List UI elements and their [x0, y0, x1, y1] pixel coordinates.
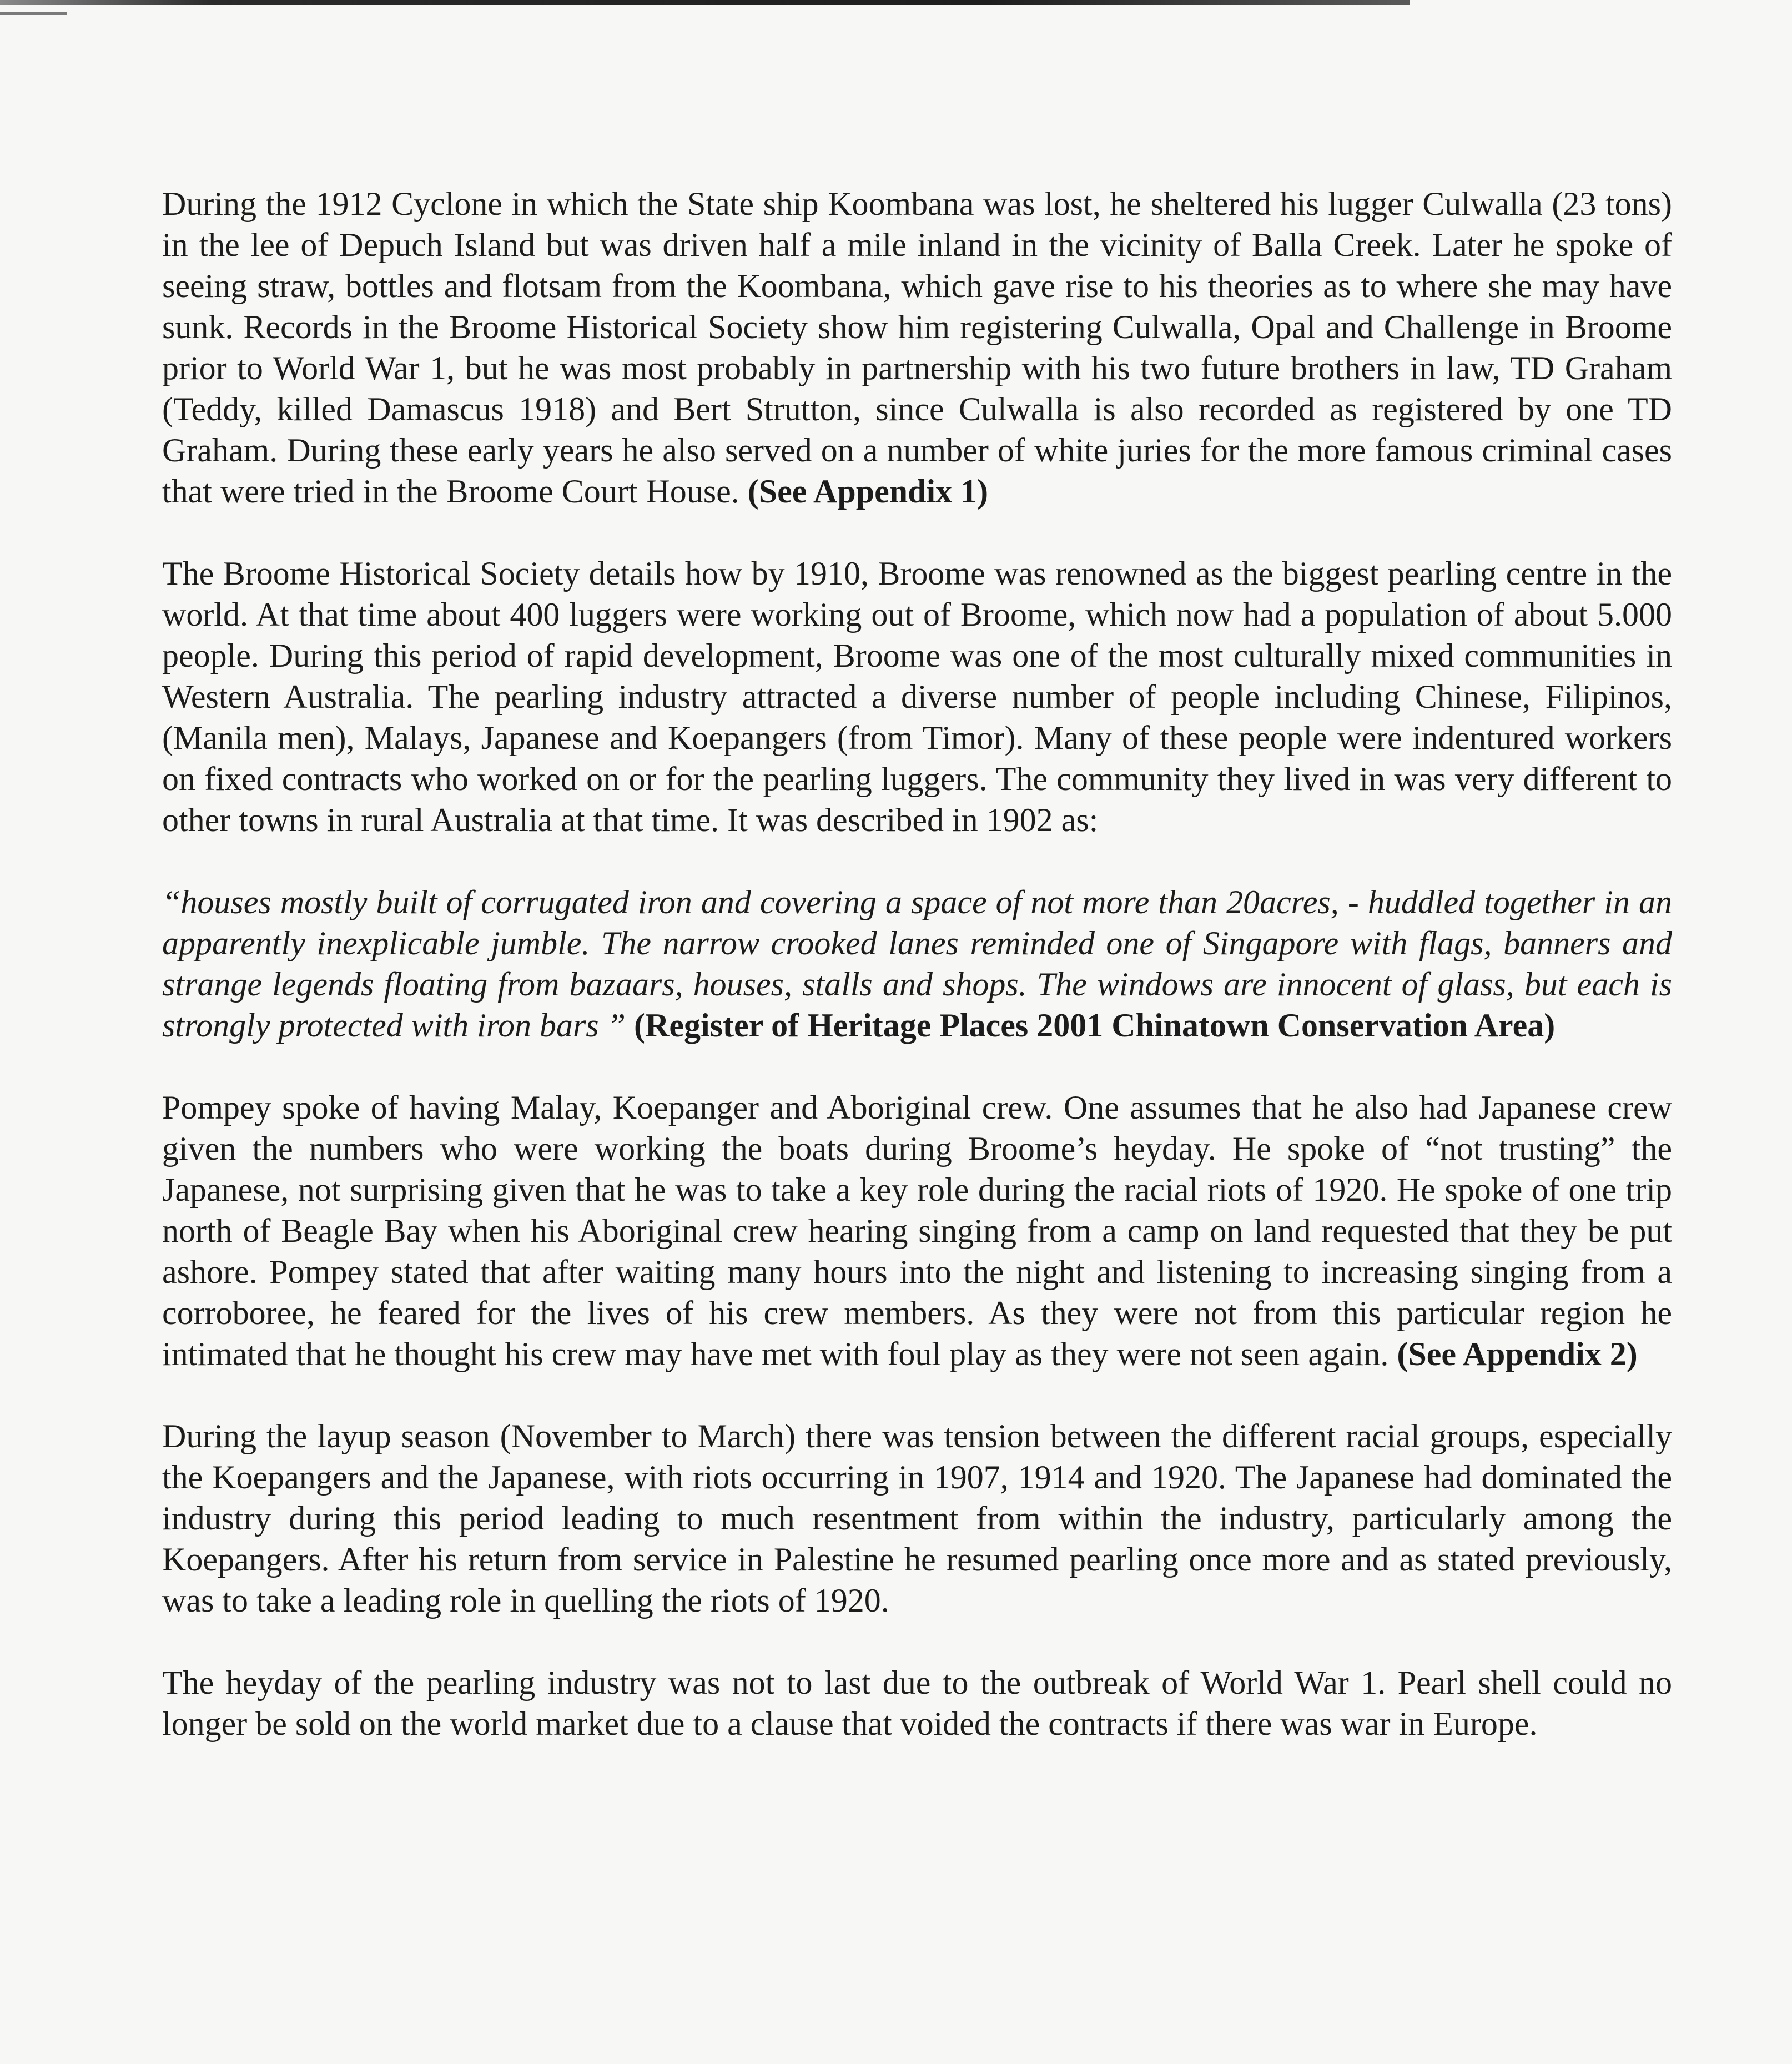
paragraph-text: Pompey spoke of having Malay, Koepanger and Aboriginal crew. One assumes that he also had Japanese crew given the numbers who were working the boats during Broome’s heyday. He spoke of “not trusting” the Japanese, not surprising given that he was to take a key role during the racial riots of 1920. He spoke of one trip north of Beagle Bay when his Aboriginal crew hearing singing from a camp on land requested that they be put ashore. Pompey stated that after waiting many hours into the night and listening to increasing singing from a corroboree, he feared for the lives of his crew members. As they were not from this particular region he intimated that he thought his crew may have met with foul play as they were not seen again.	[162, 1089, 1672, 1372]
quotation-source: (Register of Heritage Places 2001 Chinatown Conservation Area)	[634, 1007, 1556, 1044]
quotation-text: “houses mostly built of corrugated iron and covering a space of not more than 20acres, - huddled together in an apparently inexplicable jumble. The narrow crooked lanes reminded one of Singapore with flags, banners and strange legends floating from bazaars, houses, stalls and shops. The windows are innocent of glass, but each is strongly protected with iron bars ”	[162, 884, 1672, 1044]
scan-edge-mark	[0, 12, 67, 15]
heritage-quotation	[162, 882, 1672, 1046]
paragraph-layup-season	[162, 1416, 1672, 1621]
paragraph-pompey-crew	[162, 1087, 1672, 1375]
paragraph-text: The heyday of the pearling industry was not to last due to the outbreak of World War 1. Pearl shell could no longer be sold on the world market due to a clause that voided the contracts if there was war in Europe.	[162, 1664, 1672, 1742]
appendix-reference-2: (See Appendix 2)	[1397, 1336, 1638, 1372]
paragraph-broome-history	[162, 553, 1672, 840]
paragraph-text: During the layup season (November to March) there was tension between the different racial groups, especially the Koepangers and the Japanese, with riots occurring in 1907, 1914 and 1920. The Japanese had dominated the industry during this period leading to much resentment from within the industry, particularly among the Koepangers. After his return from service in Palestine he resumed pearling once more and as stated previously, was to take a leading role in quelling the riots of 1920.	[162, 1418, 1672, 1619]
document-page	[162, 183, 1672, 1744]
paragraph-text: During the 1912 Cyclone in which the State ship Koombana was lost, he sheltered his lugger Culwalla (23 tons) in the lee of Depuch Island but was driven half a mile inland in the vicinity of Balla Creek. Later he spoke of seeing straw, bottles and flotsam from the Koombana, which gave rise to his theories as to where she may have sunk. Records in the Broome Historical Society show him registering Culwalla, Opal and Challenge in Broome prior to World War 1, but he was most probably in partnership with his two future brothers in law, TD Graham (Teddy, killed Damascus 1918) and Bert Strutton, since Culwalla is also recorded as registered by one TD Graham. During these early years he also served on a number of white juries for the more famous criminal cases that were tried in the Broome Court House.	[162, 185, 1672, 510]
paragraph-pearling-decline	[162, 1662, 1672, 1744]
paragraph-koombana-cyclone	[162, 183, 1672, 512]
paragraph-text: The Broome Historical Society details how by 1910, Broome was renowned as the biggest pearling centre in the world. At that time about 400 luggers were working out of Broome, which now had a population of about 5.000 people. During this period of rapid development, Broome was one of the most culturally mixed communities in Western Australia. The pearling industry attracted a diverse number of people including Chinese, Filipinos, (Manila men), Malays, Japanese and Koepangers (from Timor). Many of these people were indentured workers on fixed contracts who worked on or for the pearling luggers. The community they lived in was very different to other towns in rural Australia at that time. It was described in 1902 as:	[162, 555, 1672, 838]
appendix-reference-1: (See Appendix 1)	[747, 473, 989, 510]
scan-top-edge	[0, 0, 1410, 5]
